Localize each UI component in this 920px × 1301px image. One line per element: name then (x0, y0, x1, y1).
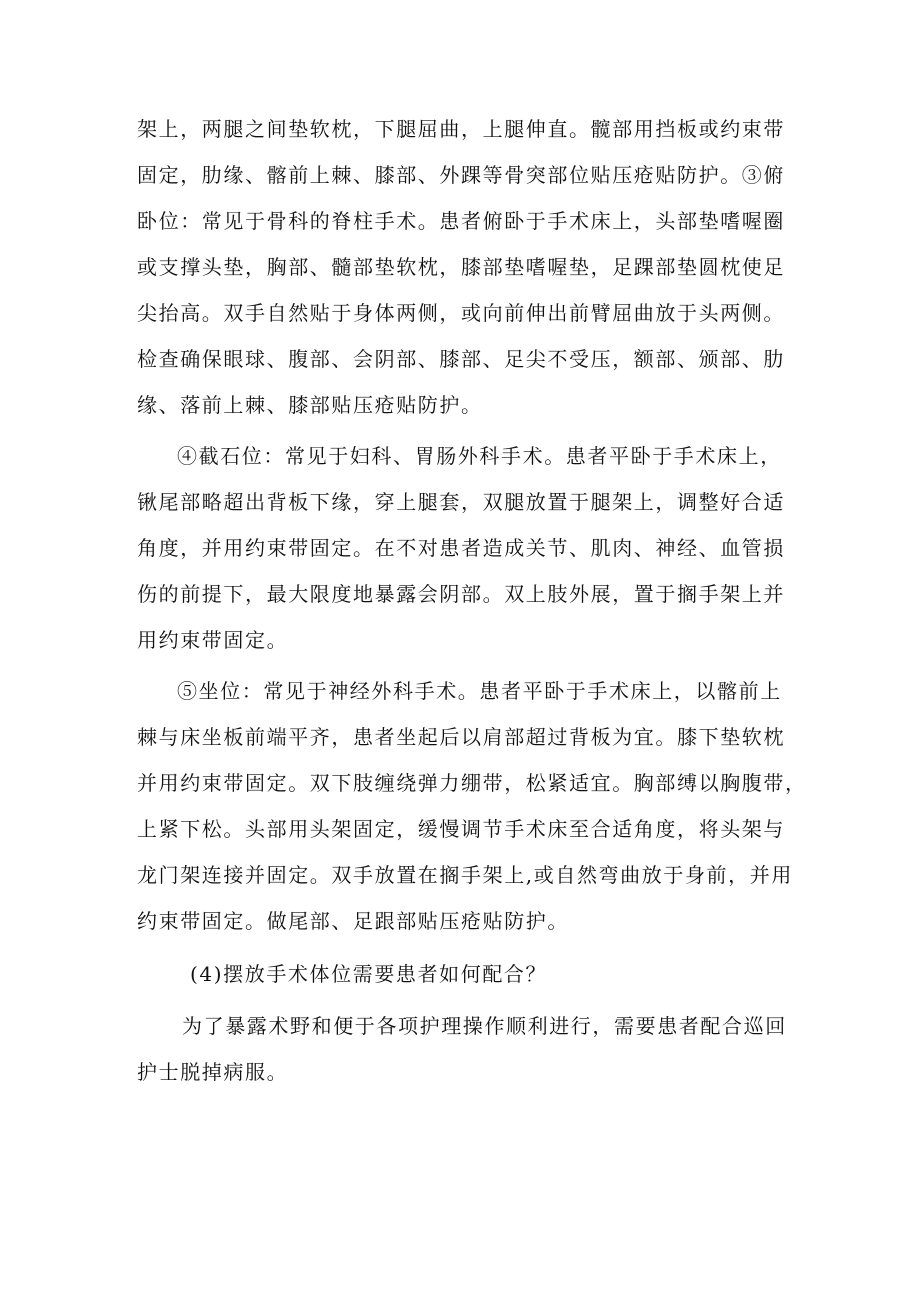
text-line: 或支撑头垫，胸部、髓部垫软枕，膝部垫嗜喔垫，足踝部垫圆枕使足 (137, 255, 785, 279)
text-line: 锹尾部略超出背板下缘，穿上腿套，双腿放置于腿架上，调整好合适 (137, 490, 785, 514)
text-line: 上紧下松。头部用头架固定，缓慢调节手术床至合适角度，将头架与 (137, 817, 785, 841)
text-line: ⑤坐位：常见于神经外科手术。患者平卧于手术床上，以髂前上 (177, 679, 782, 703)
section-heading: (4)摆放手术体位需要患者如何配合？ (190, 962, 548, 986)
text-line: 棘与床坐板前端平齐，患者坐起后以肩部超过背板为宜。膝下垫软枕 (137, 725, 785, 749)
text-line: 检查确保眼球、腹部、会阴部、膝部、足尖不受压，额部、颁部、肋 (137, 347, 785, 371)
text-line: 架上，两腿之间垫软枕，下腿屈曲，上腿伸直。髋部用挡板或约束带 (137, 117, 785, 141)
text-line: 为了暴露术野和便于各项护理操作顺利进行，需要患者配合巡回 (182, 1014, 787, 1038)
text-line: 尖抬高。双手自然贴于身体两侧，或向前伸出前臂屈曲放于头两侧。 (137, 301, 785, 325)
text-line: 固定，肋缘、髂前上棘、膝部、外踝等骨突部位贴压疮贴防护。③俯 (137, 163, 785, 187)
text-line: 卧位：常见于骨科的脊柱手术。患者俯卧于手术床上，头部垫嗜喔圈 (137, 209, 785, 233)
text-line: 用约束带固定。 (137, 628, 289, 652)
text-line: 缘、落前上棘、膝部贴压疮贴防护。 (137, 393, 483, 417)
text-line: 龙门架连接并固定。双手放置在搁手架上,或自然弯曲放于身前，并用 (137, 863, 793, 887)
text-line: 约束带固定。做尾部、足跟部贴压疮贴防护。 (137, 909, 569, 933)
text-line: 护士脱掉病服。 (137, 1060, 289, 1084)
text-line: ④截石位：常见于妇科、胃肠外科手术。患者平卧于手术床上， (177, 444, 782, 468)
text-line: 并用约束带固定。双下肢缠绕弹力绷带，松紧适宜。胸部缚以胸腹带， (137, 771, 807, 795)
text-line: 伤的前提下，最大限度地暴露会阴部。双上肢外展，置于搁手架上并 (137, 582, 785, 606)
text-line: 角度，并用约束带固定。在不对患者造成关节、肌肉、神经、血管损 (137, 536, 785, 560)
